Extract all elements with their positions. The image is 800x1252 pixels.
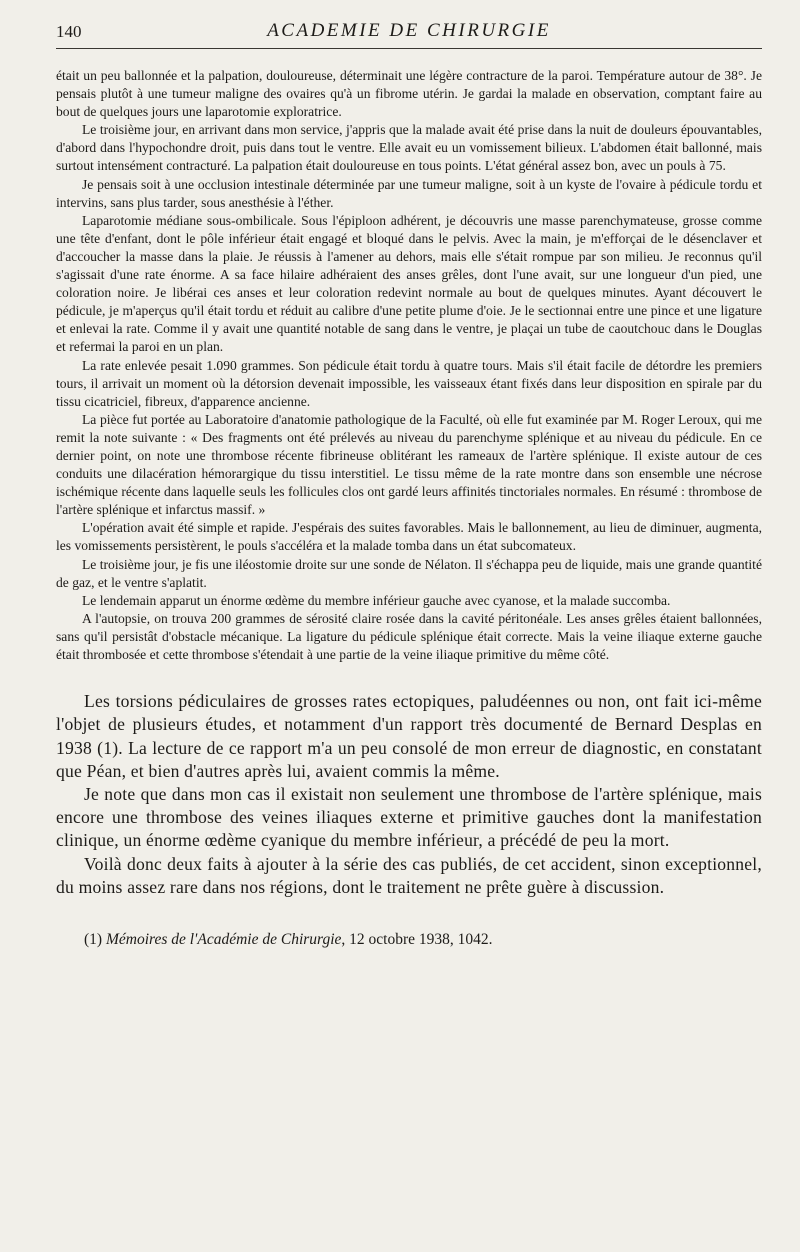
paragraph: La rate enlevée pesait 1.090 grammes. Son pédicule était tordu à quatre tours. Mais s'il était facile de détordre les premiers tours, il arrivait un moment où la détorsion devenait impossible, les vaisseaux étant fixés dans leur disposition en spirale par du tissu cicatriciel, fibreux, d'apparence ancienne. bbox=[56, 357, 762, 409]
paragraph: était un peu ballonnée et la palpation, douloureuse, déterminait une légère contracture de la paroi. Température autour de 38°. Je pensais plutôt à une tumeur maligne des ovaires qu'à un fibrome utérin. Je gardai la malade en observation, comptant faire au bout de quelques jours une laparotomie exploratrice. bbox=[56, 68, 762, 120]
paragraph: L'opération avait été simple et rapide. J'espérais des suites favorables. Mais le ballonnement, au lieu de diminuer, augmenta, les vomissements persistèrent, le pouls s'accéléra et la malade tomba dans un état subcomateux. bbox=[56, 520, 762, 554]
case-report-body bbox=[56, 67, 762, 664]
footnote-title: Mémoires de l'Académie de Chirurgie bbox=[105, 930, 342, 948]
paragraph: Le troisième jour, en arrivant dans mon service, j'appris que la malade avait été prise dans la nuit de douleurs épouvantables, d'abord dans l'hypochondre droit, puis dans tout le ventre. Elle avait eu un vomissement bilieux. L'abdomen était ballonné, mais surtout intensément contracturé. La palpation était douloureuse en tous points. L'état général assez bon, avec un pouls à 75. bbox=[56, 122, 762, 174]
running-title: ACADEMIE DE CHIRURGIE bbox=[267, 20, 551, 41]
paragraph: Voilà donc deux faits à ajouter à la série des cas publiés, de cet accident, sinon exceptionnel, du moins assez rare dans nos régions, dont le traitement ne prête guère à discussion. bbox=[56, 853, 762, 897]
page-number: 140 bbox=[56, 22, 82, 41]
paragraph: Les torsions pédiculaires de grosses rates ectopiques, paludéennes ou non, ont fait ici-même l'objet de plusieurs études, et notamment d'un rapport très documenté de Bernard Desplas en 1938 (1). La lecture de ce rapport m'a un peu consolé de mon erreur de diagnostic, en constatant que Péan, et bien d'autres après lui, avaient commis la même. bbox=[56, 691, 762, 781]
paragraph: Le lendemain apparut un énorme œdème du membre inférieur gauche avec cyanose, et la malade succomba. bbox=[82, 592, 671, 608]
paragraph: Je note que dans mon cas il existait non seulement une thrombose de l'artère splénique, mais encore une thrombose des veines iliaques externe et primitive gauches dont la manifestation clinique, un énorme œdème cyanique du membre inférieur, a précédé de peu la mort. bbox=[56, 783, 762, 851]
paragraph: A l'autopsie, on trouva 200 grammes de sérosité claire rosée dans la cavité péritonéale. Les anses grêles étaient ballonnées, sans qu'il persistât d'obstacle mécanique. La ligature du pédicule splénique était correcte. Mais la veine iliaque externe gauche était thrombosée et cette thrombose s'étendait à une partie de la veine iliaque primitive du même côté. bbox=[56, 610, 762, 662]
paragraph: Je pensais soit à une occlusion intestinale déterminée par une tumeur maligne, soit à un kyste de l'ovaire à pédicule tordu et intervins, sans plus tarder, sous anesthésie à l'éther. bbox=[56, 176, 762, 210]
paragraph: La pièce fut portée au Laboratoire d'anatomie pathologique de la Faculté, où elle fut examinée par M. Roger Leroux, qui me remit la note suivante : « Des fragments ont été prélevés au niveau du parenchyme splénique et au niveau du pédicule. En ce dernier point, on note une thrombose récente fibrineuse oblitérant les rameaux de l'artère splénique. Il existe autour de ces conduits une dilacération hémorargique du tissu interstitiel. Le tissu même de la rate montre dans son ensemble une nécrose ischémique récente dans laquelle seuls les follicules clos ont gardé leurs affinités tinctoriales normales. En résumé : thrombose de l'artère splénique et infarctus massif. » bbox=[56, 411, 762, 518]
footnote-rest: , 12 octobre 1938, 1042. bbox=[341, 930, 493, 948]
footnote bbox=[56, 931, 762, 949]
page-header bbox=[56, 16, 762, 49]
discussion-body bbox=[56, 690, 762, 899]
paragraph: Laparotomie médiane sous-ombilicale. Sous l'épiploon adhérent, je découvris une masse parenchymateuse, grosse comme une tête d'enfant, dont le pôle inférieur était engagé et bloqué dans le pelvis. Avec la main, je m'efforçai de le désenclaver et d'accoucher la masse dans la plaie. Je réussis à l'amener au dehors, mais elle s'était rompue par son milieu. Je reconnus qu'il s'agissait d'une rate énorme. A sa face hilaire adhéraient des anses grêles, dont l'une avait, sur une longueur d'un pied, une coloration noire. Je libérai ces anses et leur coloration redevint normale au bout de quelques minutes. Ayant découvert le pédicule, je m'aperçus qu'il était tordu et réduit au calibre d'une petite plume d'oie. Je le sectionnai entre une pince et une ligature et enlevai la rate. Comme il y avait une quantité notable de sang dans le ventre, je plaçai un tube de caoutchouc dans le Douglas et refermai la paroi en un plan. bbox=[56, 212, 762, 355]
footnote-marker: (1) bbox=[84, 930, 103, 948]
paragraph: Le troisième jour, je fis une iléostomie droite sur une sonde de Nélaton. Il s'échappa peu de liquide, mais une grande quantité de gaz, et le ventre s'aplatit. bbox=[56, 556, 762, 590]
